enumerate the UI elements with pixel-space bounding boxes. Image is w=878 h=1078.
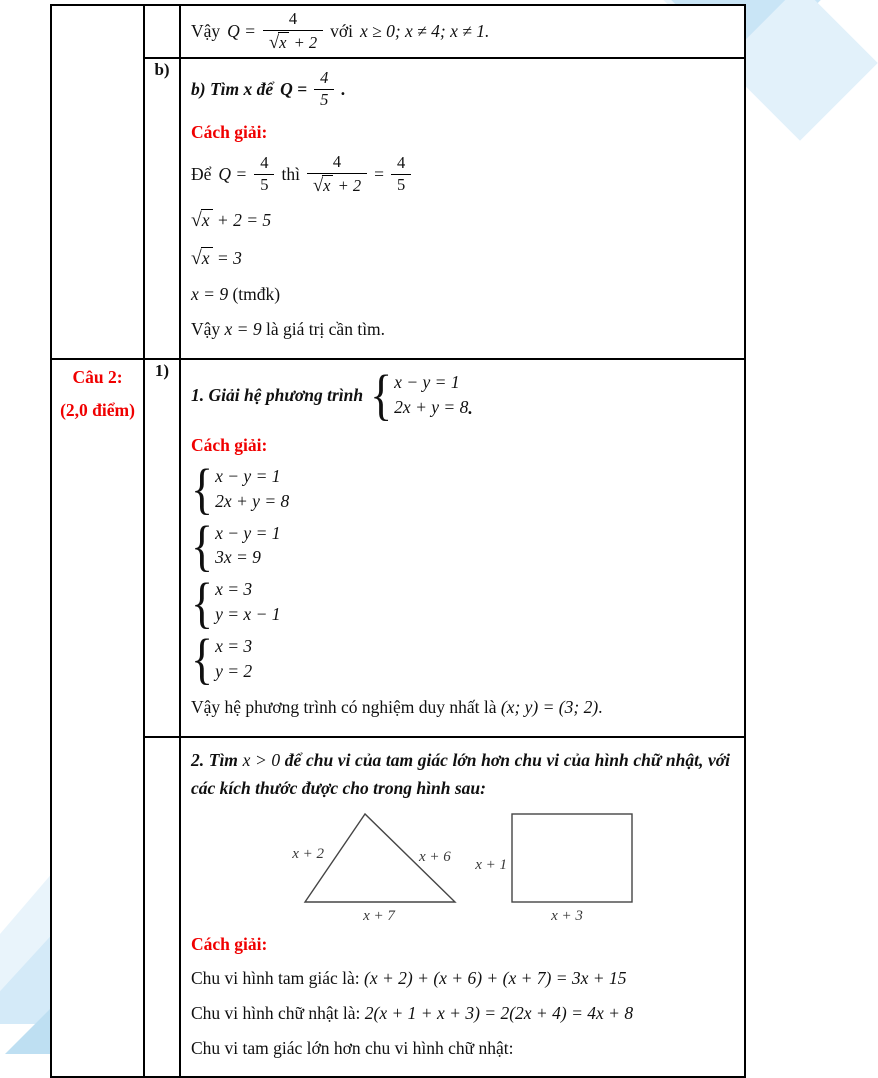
system-brace: {	[370, 363, 393, 426]
num: 4	[314, 69, 334, 90]
text-vay: Vậy	[191, 319, 221, 340]
system-step-1	[191, 457, 730, 520]
part-b-title-text: b) Tìm x để	[191, 79, 274, 100]
period: .	[468, 397, 473, 418]
sqrt-radicand: x	[322, 175, 333, 195]
eq: y = x − 1	[215, 604, 281, 625]
text-voi: với	[330, 21, 353, 42]
fraction-4-sqrtx2	[307, 153, 367, 196]
math-x-equals-9: x = 9	[224, 319, 262, 340]
q2-label-cell	[51, 359, 144, 1077]
geometry-figure	[191, 808, 736, 924]
eq: x − y = 1	[215, 522, 281, 543]
text: Chu vi tam giác lớn hơn chu vi hình chữ nhật:	[191, 1037, 514, 1058]
perimeter-rectangle-line	[191, 1002, 730, 1025]
system-step-3	[191, 570, 730, 634]
q1-conclusion-line	[191, 10, 730, 53]
math-triangle-perimeter: (x + 2) + (x + 6) + (x + 7) = 3x + 15	[364, 968, 627, 989]
den-rest: + 2	[337, 176, 362, 196]
fraction-numerator: 4	[263, 10, 323, 31]
q1-final-row	[51, 5, 745, 58]
q2-part-1-row	[51, 359, 745, 737]
part-2-solution-heading: Cách giải:	[191, 934, 268, 955]
num: 4	[307, 153, 367, 174]
period: .	[598, 696, 603, 717]
triangle-bottom-side-label: x + 7	[363, 908, 395, 925]
title-math: x > 0	[242, 749, 281, 770]
eq: y = 2	[215, 660, 253, 681]
sqrt-symbol: √	[312, 175, 324, 196]
math-solution-pair: (x; y) = (3; 2)	[500, 696, 599, 717]
q2-label-line2: (2,0 điểm)	[60, 400, 135, 421]
den: 5	[320, 90, 329, 110]
math-conditions: x ≥ 0; x ≠ 4; x ≠ 1.	[359, 21, 490, 42]
part-1-content-cell	[180, 359, 745, 737]
fraction-4-5-b	[391, 154, 411, 195]
part-1-solution-heading: Cách giải:	[191, 434, 268, 455]
system-eq-1: x − y = 1	[394, 372, 460, 393]
math-x-equals-9: x = 9	[191, 284, 229, 305]
rectangle-left-side-label: x + 1	[475, 857, 507, 874]
equals-sign: =	[374, 164, 384, 185]
rectangle-shape	[512, 814, 632, 902]
part-2-content-cell	[180, 737, 745, 1077]
part-b-label-cell: b)	[144, 58, 180, 359]
equation-rest: + 2 = 5	[216, 210, 272, 231]
part-b-step2	[191, 209, 730, 233]
part-b-title	[191, 69, 730, 110]
eq: 2x + y = 8	[215, 490, 290, 511]
comparison-line	[191, 1037, 730, 1060]
sqrt-radicand: x	[201, 209, 213, 230]
q2-label-line1: Câu 2:	[72, 367, 123, 388]
math-q-equals: Q =	[227, 21, 256, 42]
part-2-title	[191, 746, 730, 803]
q1-final-content-cell	[180, 5, 745, 58]
text: Chu vi hình chữ nhật là:	[191, 1003, 361, 1024]
fraction-denominator	[263, 31, 323, 53]
perimeter-triangle-line	[191, 967, 730, 990]
triangle-left-side-label: x + 2	[292, 846, 324, 863]
eq: 3x = 9	[215, 547, 261, 568]
equation-rest: = 3	[216, 247, 242, 268]
title-text-1: 2. Tìm	[191, 749, 238, 770]
part-b-title-lhs: Q =	[280, 79, 308, 100]
system-eq-2: 2x + y = 8	[394, 396, 469, 417]
solution-table	[50, 4, 746, 1078]
system-brace: {	[191, 514, 214, 577]
part-b-step1	[191, 153, 730, 196]
conclusion-text: là giá trị cần tìm.	[265, 319, 386, 340]
num: 4	[391, 154, 411, 175]
sqrt-radicand: x	[278, 32, 289, 52]
den: 5	[396, 175, 406, 195]
conclusion-text: Vậy hệ phương trình có nghiệm duy nhất là	[191, 696, 497, 717]
sqrt-symbol: √	[191, 210, 202, 232]
den-rest: + 2	[293, 32, 318, 52]
math-q-equals: Q =	[218, 164, 248, 185]
q1-label-cell	[51, 5, 144, 359]
part-b-title-fraction	[314, 69, 334, 110]
sqrt-radicand: x	[201, 247, 213, 268]
fraction-q	[263, 10, 323, 53]
sqrt-symbol: √	[191, 247, 202, 269]
num: 4	[254, 154, 274, 175]
part-b-conclusion	[191, 319, 730, 341]
fraction-4-5	[254, 154, 274, 195]
system-step-4	[191, 627, 730, 690]
part-2-label-cell	[144, 737, 180, 1077]
math-rectangle-perimeter: 2(x + 1 + x + 3) = 2(2x + 4) = 4x + 8	[364, 1003, 634, 1024]
part-b-content-cell	[180, 58, 745, 359]
title-text-2: để chu vi của tam giác lớn hơn chu vi của hình chữ nhật, với các kích thước được cho trong hình sau:	[191, 749, 731, 799]
eq: x = 3	[215, 636, 253, 657]
part-1-title	[191, 363, 730, 426]
period: .	[341, 79, 346, 100]
q2-part-2-row	[51, 737, 745, 1077]
triangle-right-side-label: x + 6	[419, 849, 451, 866]
den	[307, 174, 367, 196]
text-thi: thì	[281, 164, 300, 185]
part-1-conclusion	[191, 697, 730, 719]
q1-final-sublabel-cell	[144, 5, 180, 58]
part-b-step3	[191, 247, 730, 271]
q1-part-b-row	[51, 58, 745, 359]
eq: x − y = 1	[215, 465, 281, 486]
part-1-label-cell: 1)	[144, 359, 180, 737]
system-brace: {	[191, 457, 214, 520]
part-b-step4	[191, 284, 730, 306]
text-de: Để	[191, 164, 212, 185]
rectangle-bottom-side-label: x + 3	[551, 908, 583, 925]
eq: x = 3	[215, 579, 253, 600]
sqrt-symbol: √	[268, 31, 280, 52]
text: Chu vi hình tam giác là:	[191, 968, 360, 989]
title-equation-system	[370, 363, 473, 426]
system-step-2	[191, 514, 730, 577]
system-brace: {	[191, 627, 214, 690]
part-b-solution-heading: Cách giải:	[191, 122, 268, 143]
text-vay: Vậy	[191, 21, 221, 42]
part-1-title-text: 1. Giải hệ phương trình	[191, 384, 364, 405]
den: 5	[260, 175, 269, 195]
text-tmdk: (tmđk)	[232, 284, 281, 305]
system-brace: {	[191, 570, 214, 634]
